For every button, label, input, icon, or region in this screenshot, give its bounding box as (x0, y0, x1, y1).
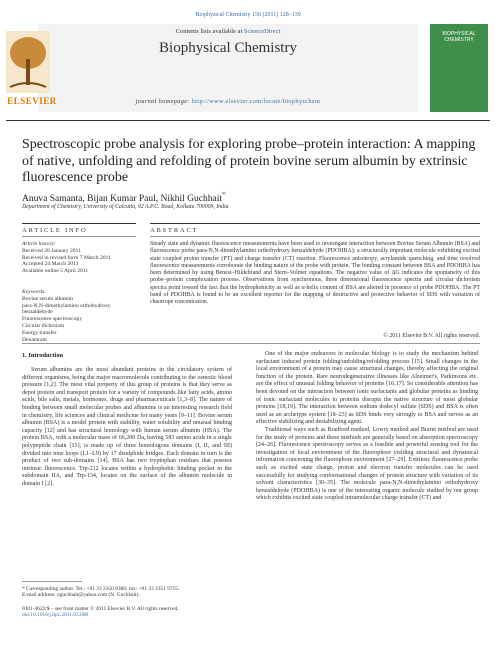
doi-link[interactable]: doi:10.1016/j.bpc.2011.03.008 (22, 612, 89, 619)
intro-right-column (256, 351, 478, 503)
abstract-heading: ABSTRACT (150, 227, 199, 234)
journal-title: Biophysical Chemistry (159, 40, 297, 56)
authors: Anuva Samanta, Bijan Kumar Paul, Nikhil Guchhait (22, 194, 222, 205)
journal-homepage (38, 98, 418, 105)
journal-cover-thumbnail (430, 24, 488, 112)
sciencedirect-link[interactable]: ScienceDirect (243, 28, 281, 35)
history-label: Article history: (22, 241, 57, 247)
paragraph: Traditional ways such as Bradford method, Lowry method and Biuret method are used for the study of proteins and these methods are generally based on absorption spectroscopy [24–26]. Fluorescence spectroscopy serves as a feasible and powerful sensing tool for the investigation of local environment of the fluorophore yielding structural and dynamical information concerning the fluorophore environment [27–29]. Extrinsic fluorescence probe such as excited state charge, proton and electron transfer molecules can be used successfully for studying conformational changes of protein structure with variation of its solvent characteristics [30–35]. The molecule para-N,N-dimethylamino orthohydroxy benzaldehyde (PDOHBA) is one of the interesting organic molecule studied by our group which exhibits excited state coupled intramolecular charge transfer (CT) and (256, 426, 478, 502)
footnote-rule (22, 581, 82, 582)
contents-prefix: Contents lists available at (175, 28, 244, 35)
history-item: Received 28 January 2011 (22, 247, 81, 254)
keyword: Energy transfer (22, 329, 57, 336)
keyword: para-N,N-dimethylamino orthohydroxy benzaldehyde (22, 302, 111, 316)
contents-line (38, 28, 418, 35)
article-title: Spectroscopic probe analysis for exploring probe–protein interaction: A mapping of native, unfolding and refolding of protein bovine serum albumin by extrinsic fluorescence probe (22, 137, 476, 185)
keyword: Fluorescence spectroscopy (22, 316, 83, 323)
publisher-name: ELSEVIER (7, 96, 57, 106)
abstract-rule (150, 236, 480, 237)
abstract-text: Steady state and dynamic fluorescence measurements have been used to investigate interaction between Bovine Serum Albumin (BSA) and fluorescence probe para-N,N-dimethylamino orthohydroxy benzaldehyde (PDOHBA); a structurally important molecule exhibiting excited state coupled proton transfer (PT) and charge transfer (CT) reaction. Fluorescence anisotropy, acrylamide quenching, and time resolved fluorescence measurements corroborate the binding nature of the probe with protein. The binding constant between BSA and PDOHBA has been determined by using Benesi–Hildebrand and Stern–Volmer equations. The negative value of ΔG indicates the spontaneity of this probe–protein complexation process. Observations from synchronous, three dimensional fluorescence spectra and circular dichroism spectra point toward the fact that the hydrophobicity as well as α-helix content of BSA are altered in presence of probe PDOHBA. The PT band of PDOHBA is found to be an excellent reporter for the mapping of destructive and protective behavior of SDS with variation of chaotrope concentration. (150, 241, 480, 306)
header-divider (6, 120, 490, 121)
keyword: Denaturant (22, 336, 47, 343)
info-rule (22, 236, 136, 237)
elsevier-tree-logo (4, 24, 52, 104)
intro-left-column (22, 367, 232, 489)
keywords-label: Keywords: (22, 289, 47, 295)
history-item: Received in revised form 7 March 2011 (22, 254, 111, 261)
paragraph: Serum albumins are the most abundant proteins in the circulatory system of different organisms, being the major macromolecule contributing to the osmotic blood pressure [1,2]. The most vital property of this group of proteins is that they serve as depot protein and transport protein for a variety of compounds like fatty acids, amino acids, bile salts, metals, hormones, drugs and pharmaceuticals [1,3–8]. The nature of binding between small molecular probes and albumins is an interesting research field in chemistry, life sciences and clinical medicine for many years [9–11]. Bovine serum albumin (BSA) is a model protein with stability, water solubility and unusual binding capacity [12] and has structural homology with human serum albumin (HSA). The protein BSA, with a molecular mass of 66,200 Da, having 583 amino acids in a single polypeptide chain [13], is made up of three homologous domains (I, II, and III) divided into nine loops (L1–L9) by 17 disulphide bridges. Each domain in turn is the product of two sub-domains [14]. BSA has two tryptophan residues that possess intrinsic fluorescence. Trp-212 locates within a hydrophobic binding pocket in the subdomain IIA, and Trp-134, locates on the surface of the albumin molecule in domain I [2]. (22, 367, 232, 487)
keyword: Circular dichroism (22, 322, 65, 329)
abstract-bottom-rule (22, 343, 480, 344)
keywords (22, 289, 142, 343)
abstract-top-rule (150, 223, 480, 224)
article-history (22, 241, 142, 275)
abstract-copyright: © 2011 Elsevier B.V. All rights reserved. (383, 333, 480, 339)
author-email[interactable]: E-mail address: nguchhait@yahoo.com (N. Guchhait). (22, 592, 140, 599)
history-item: Available online 5 April 2011 (22, 268, 89, 275)
corresponding-author-note: * Corresponding author. Tel.: +91 33 2350 8386; fax: +91 33 2351 9755. (22, 586, 180, 592)
keyword: Bovine serum albumin (22, 295, 73, 302)
footnote-corresponding (22, 586, 232, 599)
homepage-link[interactable]: http://www.elsevier.com/locate/biophyschem (191, 98, 321, 105)
issn-line: 0301-4622/$ – see front matter © 2011 Elsevier B.V. All rights reserved. (22, 606, 179, 612)
paragraph: One of the major endeavors in molecular biology is to study the mechanism behind surfactant induced protein folding/unfolding/refolding process [15]. Small changes in the local environment of a protein may cause structural changes, thereby affecting the original function of the protein. Rare neurodegenerative illnesses like Alzeimer's, Parkinsons etc. are the effect of unusual folding behavior of proteins [16,17]. So considerable attention has been devoted on the interaction between ionic surfactants and globular proteins as binding of ionic surfactant molecules to proteins disrupts the native structure of most globular proteins [18,19]. The interaction between sodium dodecyl sulfate (SDS) and BSA is often used as an archetype system [18–23] as SDS binds very strongly to BSA and serves as an effective stabilizing and destabilizing agent. (256, 351, 478, 426)
article-info-heading: ARTICLE INFO (22, 227, 88, 234)
introduction-heading: 1. Introduction (22, 352, 64, 359)
author-list (22, 190, 226, 204)
corresponding-author-mark[interactable]: * (222, 190, 226, 199)
history-item: Accepted 24 March 2011 (22, 261, 79, 268)
journal-reference[interactable]: Biophysical Chemistry 156 (2011) 128–139 (195, 12, 301, 18)
cover-title: BIOPHYSICAL CHEMISTRY (442, 31, 476, 43)
affiliation: Department of Chemistry, University of Calcutta, 92 A.P.C. Road, Kolkata 700009, India (22, 204, 229, 210)
homepage-prefix: journal homepage: (135, 98, 192, 105)
footnote-issn (22, 606, 232, 619)
info-top-rule (22, 223, 136, 224)
